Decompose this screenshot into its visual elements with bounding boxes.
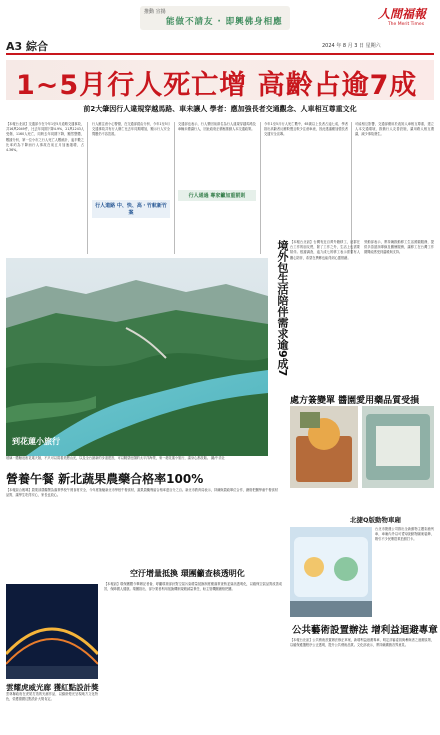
column-divider [174, 122, 175, 254]
story-col-5: 可能相互影響，交通部應用於改知人車相互尊重，建立人本交通環境，推動行人友善設施，讓用路人相互禮讓，減少事故發生。 [355, 122, 434, 137]
train-headline: 北捷Q版動物車廂 [350, 516, 402, 524]
story-col-1: 【本報台北訊】交通部今在今年1至5月道路交通事故，共16萬2049件，比去年同期下降4.9%，21萬1243人受傷，1160人死亡，同較去年同期下降，顯然整體，數據分析，第一位小市之行人死亡人數統計，逾半數之比率約為下降而行人事故在前五月加速趨增，占4.36%。 [6, 122, 84, 153]
train-text: 台北市捷運公司推出全新動物主題彩繪列車，車廂內外以可愛Q版動物圖案裝飾，吸引不少民眾搭乘拍照打卡。 [375, 527, 434, 542]
photo-caption-text: 玻璃・體驗這座花蓮天險，不只可以賞看美麗山光，以及全台最新的步道建設，可以眺望壯闊的太平洋海景，來一趟花蓮小旅行，讓身心都放鬆。 [6, 456, 210, 460]
column-divider [260, 122, 261, 254]
photo-caption [6, 456, 268, 461]
story-col-2 [92, 122, 170, 254]
light-corridor-text: 雲林縣政府在虎尾打造的光廊作品，以繽紛燈光呈現地方文化特色，榮獲德國紅點設計大獎肯定。 [6, 692, 98, 702]
air-pollution-text: 【本報訊】環保團體今舉辦記者會，呼籲環境部針對空氣污染增量抵換制度應落實查核並資訊透明化，以確保空氣品質改善成效，保障國人健康。環團指出，部分業者利用抵換機制規避減量責任，盼主管機關嚴格把關。 [104, 582, 282, 592]
right-story-col-2: 勞動部表示，將持續推動移工生活照顧服務，提供多語諮詢專線及關懷服務，讓移工在台灣工作期間能感受到溫暖與支持。 [364, 240, 434, 255]
landscape-image [6, 258, 268, 456]
right-story-col-1: 【本報台北訊】台灣有近百萬外籍移工，這群在台工作的朋友們，除了工作之外，生活上也需要陪伴。根據調查，逾九成七的移工表示需要有人關心陪伴，希望在異鄉也能得到心靈慰藉。 [290, 240, 360, 260]
slogan-box [140, 6, 290, 30]
vertical-headline: 境外包生活陪伴需求逾9成7 [276, 240, 289, 377]
paper-name-en: The Merit Times [387, 22, 425, 27]
food-photo-1 [290, 406, 358, 488]
light-corridor-image [6, 584, 98, 679]
nutrition-headline: 營養午餐 新北蔬果農藥合格率100% [6, 472, 204, 486]
slogan-main: 能做不請友 · 即興佛身相應 [166, 17, 283, 27]
issue-date: 2024 年 8 月 3 日 星期六 [322, 43, 381, 49]
paper-name: 人間福報 [378, 7, 427, 21]
food-headline: 處方簽變單 醬園愛用藥品質受損 [290, 396, 420, 406]
header-rule [6, 53, 434, 55]
light-corridor-headline: 雲耀虎威光廊 獲紅點設計獎 [6, 683, 99, 692]
public-art-text: 【本報台北訊】公共藝術設置辦法修正草案，新增利益迴避專章，明定評審委員與參與者之迴避原則，以確保遴選程序公正透明，提升公共藝術品質。文化部表示，將持續廣納各界意見。 [290, 638, 434, 648]
story-col-2-box: 行人道路 中、快、高・竹航新竹案 [92, 200, 170, 218]
nutrition-text: 【本報綜合報導】農業部農糧署為落實學校午餐食材安全，今年度抽驗新北市學校午餐食材，蔬果農藥殘留合格率達百分之百。新北市教育局表示，持續與農政單位合作，嚴格把關學童午餐食材品質，讓學生吃得安心，家長也放心。 [6, 488, 278, 498]
food-image-1 [290, 406, 358, 488]
column-divider [351, 122, 352, 254]
slogan-top: 推動 宣揚 [144, 9, 166, 15]
story-col-2-text: 行人應注意小心警覺，在交通部經由分析，今年1至5月交通事故共有行人傷亡比去年同期增加，顯示行人安全問題仍不容忽視。 [92, 122, 170, 137]
light-corridor-photo [6, 584, 98, 679]
subheadline: 前2大肇因行人違規穿越馬路、車未讓人 學者：應加強長者交通觀念、人車相互尊重文化 [83, 105, 357, 113]
hualien-photo [6, 258, 268, 456]
column-divider [87, 122, 88, 254]
story-col-4: 今年1至5月行人死亡數中，65歲以上長者占逾七成，學者指出高齡者反應較慢且較少注意車流，因此建議應加強長者交通安全宣導。 [264, 122, 348, 137]
paper-logo [378, 5, 434, 31]
photo-credit: 圖/中央社 [211, 456, 225, 460]
food-photo-2 [362, 406, 434, 488]
public-art-headline: 公共藝術設置辦法 增利益迴避專章 [292, 625, 438, 636]
air-pollution-headline: 空汙增量抵換 環團籲查核透明化 [130, 569, 245, 578]
train-image [290, 527, 372, 617]
photo-location-label: 到花蓮小旅行 [12, 437, 60, 446]
story-col-3-box: 行人通過 專家籲加重罰則 [178, 190, 256, 201]
story-col-3-text: 交通部也表示，行人肇因前兩名為行人違規穿越馬路及車輛未禮讓行人，因此政府正積極推動人本交通政策。 [178, 122, 256, 132]
story-col-3 [178, 122, 256, 254]
train-photo [290, 527, 372, 617]
section-label: A3 綜合 [6, 40, 48, 53]
headline-banner [6, 60, 434, 100]
food-image-2 [362, 406, 434, 488]
main-headline: 1~5月行人死亡增 高齡占逾7成 [16, 70, 418, 101]
